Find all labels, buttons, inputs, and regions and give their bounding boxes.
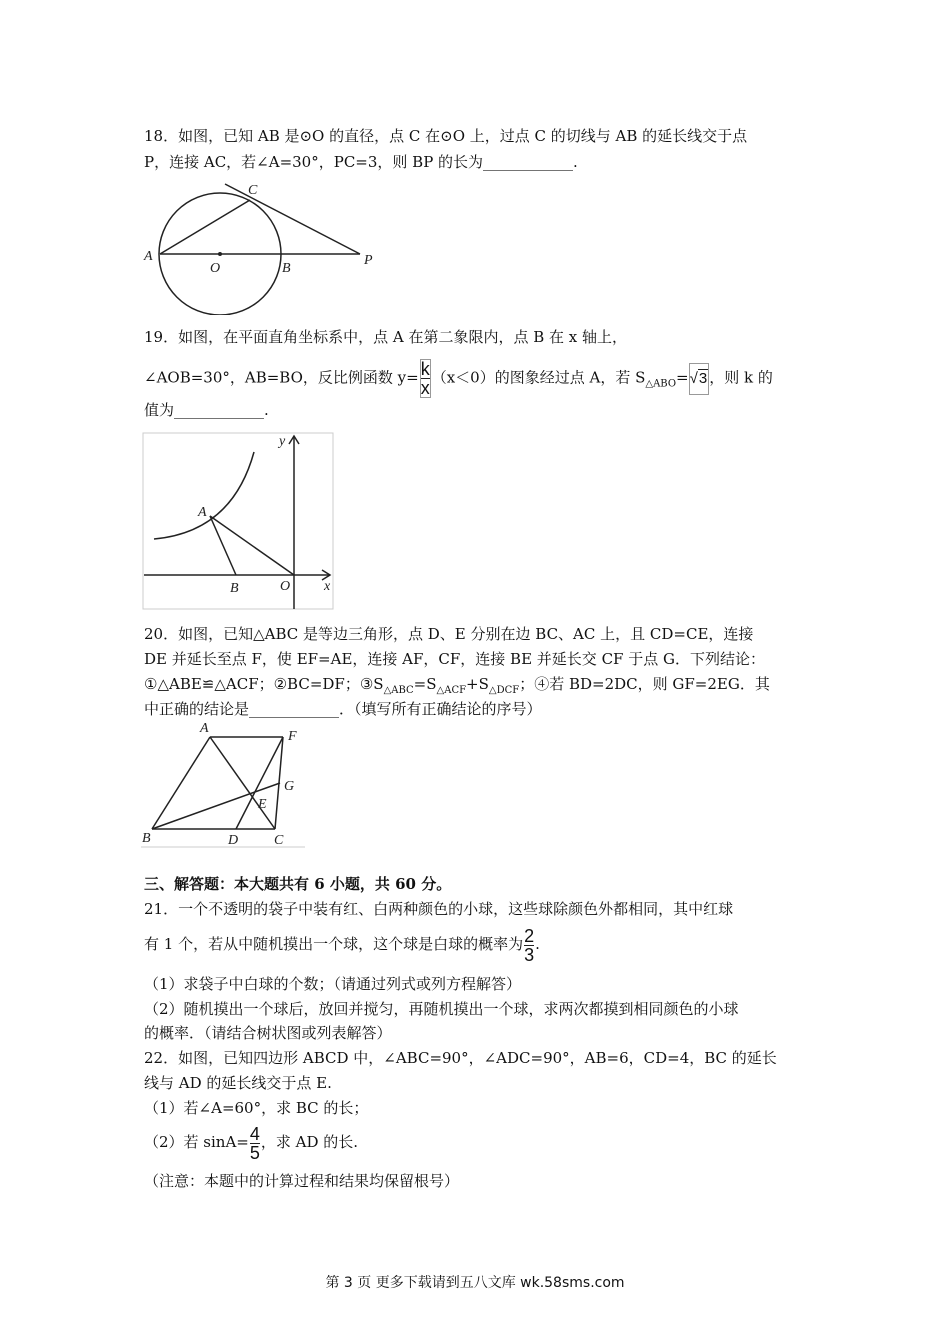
q20-label-e: E xyxy=(258,797,267,812)
q20-label-a: A xyxy=(200,721,209,736)
q19-fraction: $\frac{k}{x}$ xyxy=(420,359,430,398)
q20-label-c: C xyxy=(274,833,284,848)
q20-line4: 中正确的结论是____________．（填写所有正确结论的序号） xyxy=(144,700,542,718)
q18-label-p: P xyxy=(364,253,373,268)
q19-label-b: B xyxy=(230,581,239,596)
q19-line2: ∠AOB=30°，AB=BO，反比例函数 y= $\frac{k}{x}$ （x＜0）的图象经过点 A，若 $S_{\triangle ABO}=√3$ ，则 k 的 xyxy=(144,359,773,398)
q18-label-o: O xyxy=(210,261,221,276)
q22-line2: 线与 AD 的延长线交于点 E. xyxy=(144,1074,332,1092)
q20-label-g: G xyxy=(284,779,295,794)
q22-fraction: $\frac{4}{5}$ xyxy=(249,1123,260,1163)
q21-fraction: $\frac{2}{3}$ xyxy=(524,925,535,965)
q20-line1: 20．如图，已知△ABC 是等边三角形，点 D、E 分别在边 BC、AC 上，且 CD=CE，连接 xyxy=(144,625,754,643)
q18-line2: P，连接 AC，若∠A=30°，PC=3，则 BP 的长为____________. xyxy=(144,153,578,171)
q21-part1: （1）求袋子中白球的个数；（请通过列式或列方程解答） xyxy=(144,975,522,993)
q19-label-y: y xyxy=(279,434,286,449)
q18-figure xyxy=(140,180,380,315)
q20-label-d: D xyxy=(228,833,239,848)
q19-label-x: x xyxy=(324,579,331,594)
q22-note: （注意：本题中的计算过程和结果均保留根号） xyxy=(144,1172,460,1190)
q22-part2: （2）若 sinA= $\frac{4}{5}$ ，求 AD 的长. xyxy=(144,1123,359,1163)
q19-line3: 值为____________. xyxy=(144,401,269,419)
q19-label-o: O xyxy=(280,579,291,594)
q20-figure xyxy=(140,720,310,850)
q20-label-b: B xyxy=(142,831,151,846)
q21-line2: 有 1 个，若从中随机摸出一个球，这个球是白球的概率为 $\frac{2}{3}$ . xyxy=(144,925,540,965)
q21-part2b: 的概率．（请结合树状图或列表解答） xyxy=(144,1024,392,1042)
page-footer: 第 3 页 更多下载请到五八文库 wk.58sms.com xyxy=(325,1275,625,1291)
q20-line3: ①△ABE≌△ACF；②BC=DF；$③S_{\triangle ABC}=S_{\triangle ACF}+S_{\triangle DCF}$；④若 BD=2DC，则 GF=2EG．其 xyxy=(144,675,770,696)
section3-heading: 三、解答题：本大题共有 6 小题，共 60 分。 xyxy=(144,875,452,893)
q18-line1: 18．如图，已知 AB 是⊙O 的直径，点 C 在⊙O 上，过点 C 的切线与 AB 的延长线交于点 xyxy=(144,127,748,145)
q21-part2a: （2）随机摸出一个球后，放回并搅匀，再随机摸出一个球，求两次都摸到相同颜色的小球 xyxy=(144,1000,739,1018)
q19-label-a: A xyxy=(198,505,207,520)
q20-line2: DE 并延长至点 F，使 EF=AE，连接 AF，CF，连接 BE 并延长交 CF 于点 G．下列结论： xyxy=(144,650,765,668)
q19-line1: 19．如图，在平面直角坐标系中，点 A 在第二象限内，点 B 在 x 轴上， xyxy=(144,328,628,346)
q18-label-a: A xyxy=(144,249,153,264)
q22-line1: 22．如图，已知四边形 ABCD 中，∠ABC=90°，∠ADC=90°，AB=6，CD=4，BC 的延长 xyxy=(144,1049,777,1067)
q19-sqrt: √3 xyxy=(689,363,710,395)
q21-line1: 21．一个不透明的袋子中装有红、白两种颜色的小球，这些球除颜色外都相同，其中红球 xyxy=(144,900,734,918)
q19-figure xyxy=(142,432,337,612)
q22-part1: （1）若∠A=60°，求 BC 的长； xyxy=(144,1099,369,1117)
q20-label-f: F xyxy=(288,729,297,744)
q18-label-b: B xyxy=(282,261,291,276)
q18-label-c: C xyxy=(248,183,258,198)
